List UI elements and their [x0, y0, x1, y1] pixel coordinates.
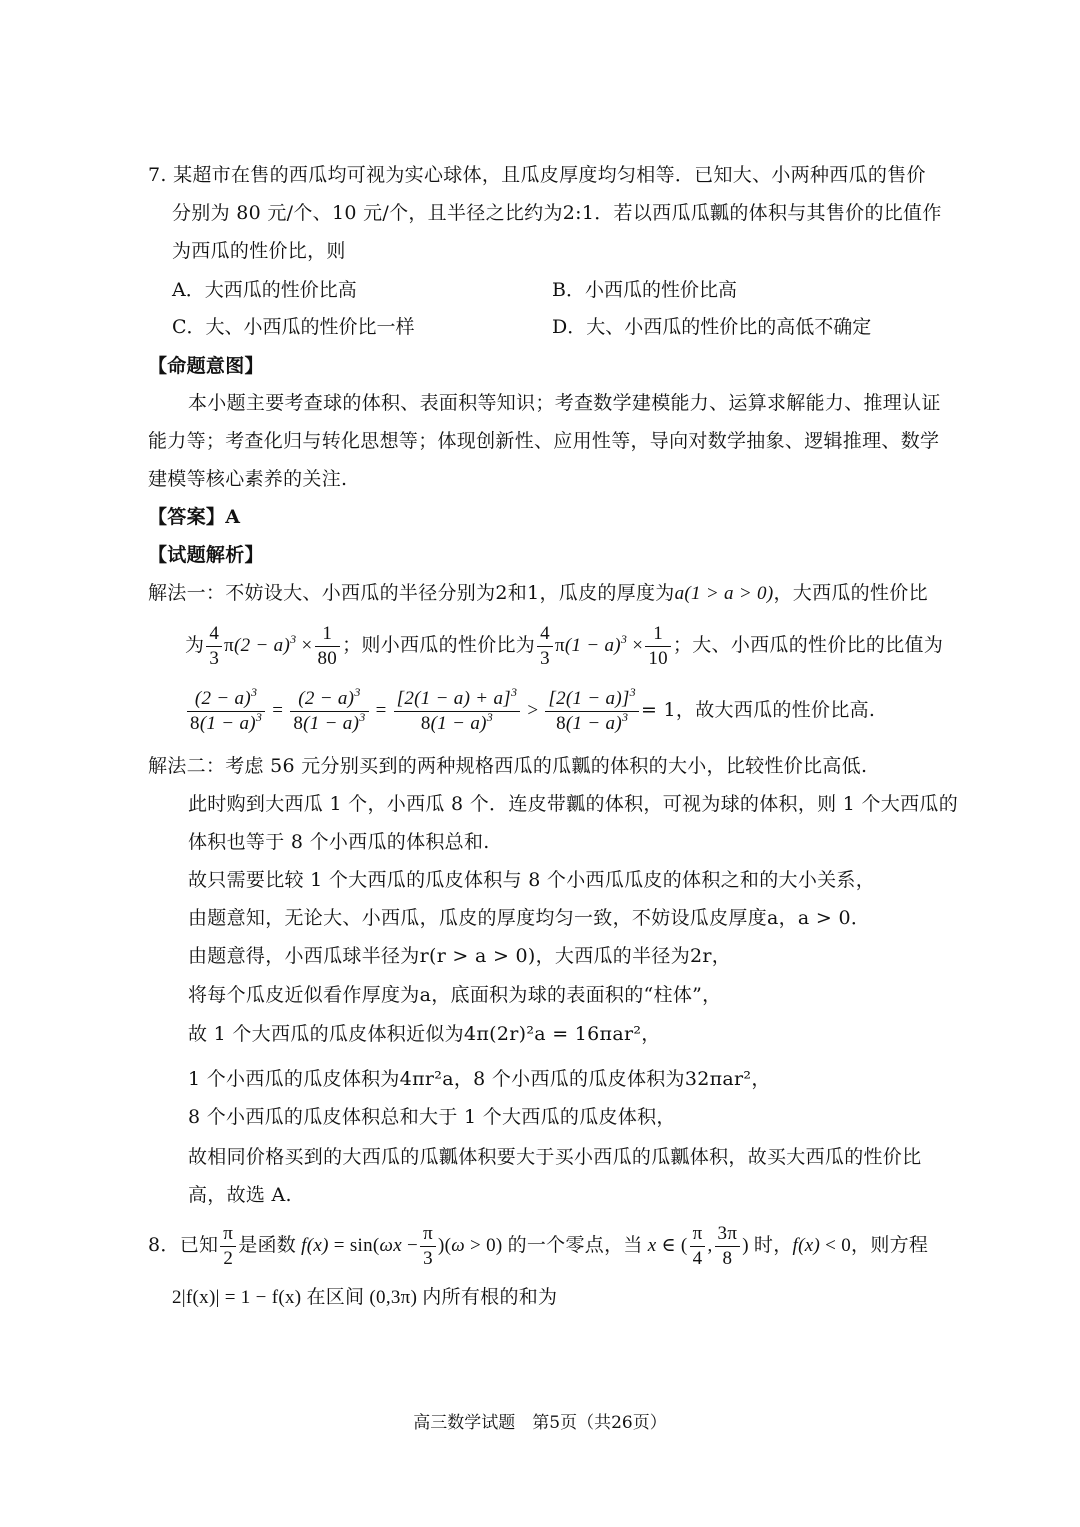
- fraction-one-eightieth: $\frac{1}{80}$: [315, 622, 341, 671]
- negativity-condition: f(x) < 0: [792, 1235, 852, 1256]
- small-volume-expr: $\pi(1 - a)^3$ ×: [554, 632, 644, 656]
- method1-line2: [185, 620, 943, 671]
- method1-line1-thickness: a(1 > a > 0): [674, 583, 774, 604]
- intent-line3: 建模等核心素养的关注.: [148, 468, 348, 490]
- ratio-fraction-2: $\frac{(2 - a)^3}{8(1 - a)^3}$: [290, 687, 368, 736]
- method2-line7: 将每个瓜皮近似看作厚度为a，底面积为球的表面积的“柱体”，: [188, 984, 722, 1006]
- ratio-fraction-3: $\frac{[2(1 - a) + a]^3}{8(1 - a)^3}$: [394, 687, 521, 736]
- method1-line2-text-c: ；大、小西瓜的性价比的比值为: [672, 634, 944, 656]
- method1-line2-text-a: 为: [185, 634, 205, 656]
- method2-line10: 8 个小西瓜的瓜皮体积总和大于 1 个大西瓜的瓜皮体积，: [188, 1106, 676, 1128]
- q7-option-b: B．小西瓜的性价比高: [552, 279, 737, 301]
- intent-line1: 本小题主要考查球的体积、表面积等知识；考查数学建模能力、运算求解能力、推理认证: [188, 392, 941, 414]
- q7-stem-line1: 7. 某超市在售的西瓜均可视为实心球体，且瓜皮厚度均匀相等．已知大、小两种西瓜的售价: [148, 164, 926, 186]
- q7-stem-line2: 分别为 80 元/个、10 元/个，且半径之比约为2:1．若以西瓜瓜瓤的体积与其售价的比值作: [172, 202, 942, 224]
- method1-line2-text-b: ；则小西瓜的性价比为: [342, 634, 536, 656]
- answer-label: 【答案】A: [148, 506, 241, 528]
- method1-line1-text-a: 解法一：不妨设大、小西瓜的半径分别为2和1，瓜皮的厚度为: [148, 582, 675, 604]
- intent-line2: 能力等；考查化归与转化思想等；体现创新性、应用性等，导向对数学抽象、逻辑推理、数学: [148, 430, 940, 452]
- q8-line1-text-c: 的一个零点，当: [507, 1234, 643, 1256]
- fraction-pi-over-4: $\frac{\pi}{4}$: [690, 1222, 706, 1271]
- page-footer: 高三数学试题 第5页（共26页）: [413, 1413, 667, 1433]
- q8-line1: 8．已知 $\frac{\pi}{2}$ 是函数 f(x) = sin(ωx − $\frac{\pi}{3}$ )(ω > 0) 的一个零点，当 x ∈ ( $\frac{\pi}{4}$ , $\frac{3\pi}{8}$ ) 时，f(x) < 0，则方程: [148, 1222, 929, 1269]
- method2-line11: 故相同价格买到的大西瓜的瓜瓤体积要大于买小西瓜的瓜瓤体积，故买大西瓜的性价比: [188, 1146, 922, 1168]
- method2-line8: 故 1 个大西瓜的瓜皮体积近似为4π(2r)²a = 16πar²，: [188, 1023, 661, 1045]
- method1-line3: $\frac{(2 - a)^3}{8(1 - a)^3}$ = $\frac{(2 - a)^3}{8(1 - a)^3}$ = $\frac{[2(1 - a) + a]^3}{8(1 - a)^3}$ > $\frac{[2(1 - a)]^3}{8(1 - a)^3}$ = 1，故大西瓜的性价比高.: [185, 684, 875, 737]
- method2-line1: 解法二：考虑 56 元分别买到的两种规格西瓜的瓜瓤的体积的大小，比较性价比高低.: [148, 755, 868, 777]
- method2-line6: 由题意得，小西瓜球半径为r(r > a > 0)，大西瓜的半径为2r，: [188, 945, 732, 967]
- fraction-3pi-over-8: $\frac{3\pi}{8}$: [715, 1222, 741, 1271]
- ratio-fraction-1: $\frac{(2 - a)^3}{8(1 - a)^3}$: [187, 687, 265, 736]
- method2-line3: 体积也等于 8 个小西瓜的体积总和.: [188, 831, 490, 853]
- fraction-pi-over-2: $\frac{\pi}{2}$: [220, 1222, 236, 1271]
- q8-line1-text-d: 时，: [753, 1234, 793, 1256]
- method2-line9: 1 个小西瓜的瓜皮体积为4πr²a，8 个小西瓜的瓜皮体积为32πar²，: [188, 1068, 771, 1090]
- q8-line1-text-e: ，则方程: [851, 1234, 929, 1256]
- big-volume-expr: $\pi(2 - a)^3$ ×: [224, 632, 313, 656]
- q8-line2: 2|f(x)| = 1 − f(x) 在区间 (0,3π) 内所有根的和为: [172, 1287, 558, 1308]
- method2-line5: 由题意知，无论大、小西瓜，瓜皮的厚度均匀一致，不妨设瓜皮厚度a，a > 0．: [188, 907, 871, 929]
- method1-line1-text-c: ，大西瓜的性价比: [773, 582, 928, 604]
- q8-line1-text-b: 是函数: [238, 1234, 297, 1256]
- method1-line3-end: = 1，故大西瓜的性价比高.: [640, 699, 876, 721]
- intent-heading: 【命题意图】: [148, 355, 264, 377]
- q7-option-a: A．大西瓜的性价比高: [172, 279, 357, 301]
- fraction-one-tenth: $\frac{1}{10}$: [645, 622, 671, 671]
- fraction-four-thirds-2: $\frac{4}{3}$: [537, 622, 553, 671]
- interval-expr: x ∈ (: [642, 1235, 688, 1256]
- method2-line4: 故只需要比较 1 个大西瓜的瓜皮体积与 8 个小西瓜瓜皮的体积之和的大小关系，: [188, 869, 876, 891]
- analysis-heading: 【试题解析】: [148, 544, 264, 566]
- omega-condition: )(ω > 0): [437, 1235, 503, 1256]
- q7-option-c: C．大、小西瓜的性价比一样: [172, 316, 415, 338]
- q7-stem-line3: 为西瓜的性价比，则: [172, 240, 346, 262]
- method2-line12: 高，故选 A.: [188, 1184, 292, 1206]
- method2-line2: 此时购到大西瓜 1 个，小西瓜 8 个．连皮带瓤的体积，可视为球的体积，则 1 个大西瓜的: [188, 793, 959, 815]
- q8-line1-text-a: 8．已知: [148, 1234, 219, 1256]
- fraction-four-thirds: $\frac{4}{3}$: [206, 622, 222, 671]
- ratio-fraction-4: $\frac{[2(1 - a)]^3}{8(1 - a)^3}$: [545, 687, 639, 736]
- method1-line1: [148, 578, 928, 609]
- q7-option-d: D．大、小西瓜的性价比的高低不确定: [552, 316, 872, 338]
- fraction-pi-over-3: $\frac{\pi}{3}$: [420, 1222, 436, 1271]
- function-definition: f(x) = sin(ωx −: [296, 1235, 419, 1256]
